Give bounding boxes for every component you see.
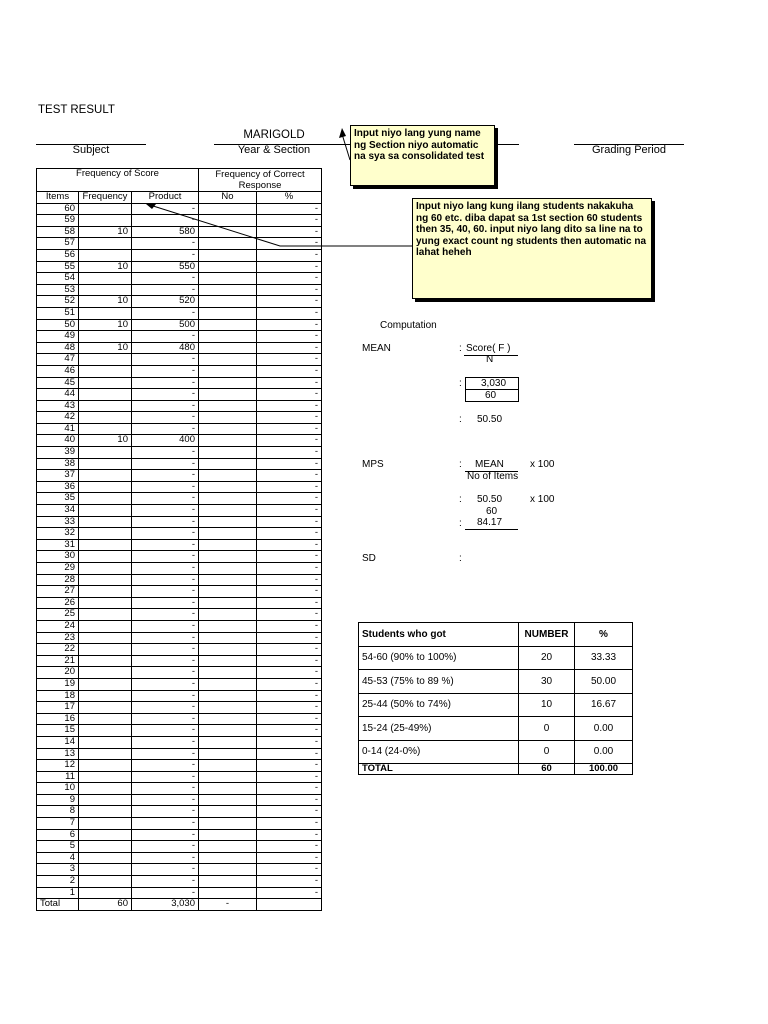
product-cell[interactable]: - [132,215,199,227]
correct-pct-cell[interactable]: - [257,841,322,853]
correct-pct-cell[interactable]: - [257,864,322,876]
frequency-cell[interactable]: 10 [79,435,132,447]
product-cell[interactable]: - [132,829,199,841]
summary-number-header: NUMBER [519,623,575,647]
product-cell[interactable]: - [132,516,199,528]
correct-pct-cell[interactable]: - [257,226,322,238]
sd-colon: : [459,553,462,564]
product-cell[interactable]: - [132,377,199,389]
items-cell[interactable]: 19 [37,678,79,690]
items-cell[interactable]: 32 [37,528,79,540]
correct-pct-cell[interactable]: - [257,400,322,412]
product-cell[interactable]: - [132,725,199,737]
items-cell[interactable]: 59 [37,215,79,227]
correct-pct-cell[interactable]: - [257,760,322,772]
product-cell[interactable]: - [132,574,199,586]
correct-pct-cell[interactable]: - [257,597,322,609]
product-cell[interactable]: - [132,238,199,250]
correct-pct-cell[interactable]: - [257,783,322,795]
product-cell[interactable]: - [132,760,199,772]
section-label: Year & Section [237,144,311,156]
correct-pct-cell[interactable]: - [257,342,322,354]
items-cell[interactable]: 44 [37,389,79,401]
product-cell[interactable]: - [132,249,199,261]
summary-total-pct: 100.00 [575,764,633,775]
correct-pct-cell[interactable]: - [257,319,322,331]
correct-pct-cell[interactable]: - [257,331,322,343]
mps-denominator: No of Items [467,471,519,482]
mps-result-colon: : [459,518,462,529]
product-cell[interactable]: - [132,203,199,215]
total-label[interactable]: Total [37,899,79,911]
mps-value: 50.50 [477,494,503,505]
product-cell[interactable]: - [132,690,199,702]
correct-pct-cell[interactable]: - [257,505,322,517]
frequency-note-text: Input niyo lang kung ilang students nakakuha ng 60 etc. diba dapat sa 1st section 60 students then 35, 40, 60. input niyo lang dito sa line na to yung exact count ng students then automatic na lahat heheh [416,201,647,258]
section-note-text: Input niyo lang yung name ng Section niyo automatic na sya sa consolidated test [354,128,485,162]
subject-label: Subject [72,144,110,156]
frequency-of-correct-header: Frequency of Correct Response [199,169,322,192]
number-cell: 0 [519,740,575,764]
items-cell[interactable]: 23 [37,632,79,644]
product-cell[interactable]: - [132,702,199,714]
number-cell: 20 [519,646,575,670]
pct-cell: 33.33 [575,646,633,670]
items-cell[interactable]: 11 [37,771,79,783]
items-cell[interactable]: 26 [37,597,79,609]
items-cell[interactable]: 37 [37,470,79,482]
section-pointer-line [342,134,350,160]
items-cell[interactable]: 50 [37,319,79,331]
mean-n-value: 60 [485,390,497,401]
col-no-header: No [199,192,257,204]
number-cell: 0 [519,717,575,741]
product-cell[interactable]: - [132,365,199,377]
product-cell[interactable]: - [132,539,199,551]
frequency-pointer-line [150,205,412,246]
col-frequency-header: Frequency [79,192,132,204]
items-cell[interactable]: 45 [37,377,79,389]
correct-pct-cell[interactable]: - [257,655,322,667]
correct-pct-cell[interactable]: - [257,470,322,482]
frequency-cell[interactable]: 10 [79,319,132,331]
product-cell[interactable]: - [132,841,199,853]
items-cell[interactable]: 42 [37,412,79,424]
sd-label: SD [362,553,376,564]
product-cell[interactable]: - [132,400,199,412]
correct-pct-cell[interactable]: - [257,284,322,296]
correct-pct-cell[interactable]: - [257,354,322,366]
product-cell[interactable]: - [132,632,199,644]
mean-numerator: Score( F ) [466,343,511,354]
product-cell[interactable]: - [132,458,199,470]
product-cell[interactable]: - [132,389,199,401]
section-pointer-arrow-icon [339,128,346,138]
items-cell[interactable]: 4 [37,852,79,864]
mps-times: x 100 [530,459,555,470]
product-cell[interactable]: - [132,748,199,760]
frequency-cell[interactable]: 10 [79,342,132,354]
pct-cell: 0.00 [575,740,633,764]
items-cell[interactable]: 55 [37,261,79,273]
product-cell[interactable]: - [132,493,199,505]
total-correct-no[interactable]: - [199,899,257,911]
items-cell[interactable]: 36 [37,481,79,493]
items-cell[interactable]: 40 [37,435,79,447]
correct-pct-cell[interactable]: - [257,678,322,690]
items-cell[interactable]: 54 [37,273,79,285]
mps-colon: : [459,459,462,470]
items-cell[interactable]: 9 [37,794,79,806]
items-cell[interactable]: 7 [37,818,79,830]
correct-pct-cell[interactable]: - [257,574,322,586]
correct-pct-cell[interactable]: - [257,644,322,656]
items-cell[interactable]: 48 [37,342,79,354]
items-cell[interactable]: 25 [37,609,79,621]
mean-sum-colon: : [459,378,462,389]
mean-denominator: N [486,354,494,365]
col-items-header: Items [37,192,79,204]
correct-pct-cell[interactable]: - [257,493,322,505]
product-cell[interactable]: - [132,678,199,690]
product-cell[interactable]: - [132,447,199,459]
computation-heading: Computation [380,320,437,331]
items-cell[interactable]: 13 [37,748,79,760]
range-cell: 15-24 (25-49%) [359,717,519,741]
items-cell[interactable]: 51 [37,307,79,319]
range-cell: 45-53 (75% to 89 %) [359,670,519,694]
product-cell[interactable]: - [132,655,199,667]
items-cell[interactable]: 53 [37,284,79,296]
items-cell[interactable]: 1 [37,887,79,899]
product-cell[interactable]: - [132,273,199,285]
items-cell[interactable]: 22 [37,644,79,656]
summary-row [359,646,633,670]
correct-pct-cell[interactable]: - [257,818,322,830]
items-cell[interactable]: 31 [37,539,79,551]
total-product[interactable]: 3,030 [132,899,199,911]
product-cell[interactable]: - [132,551,199,563]
items-cell[interactable]: 12 [37,760,79,772]
product-cell[interactable]: - [132,563,199,575]
items-cell[interactable]: 18 [37,690,79,702]
items-cell[interactable]: 27 [37,586,79,598]
correct-pct-cell[interactable]: - [257,539,322,551]
frequency-cell[interactable]: 10 [79,296,132,308]
product-cell[interactable]: - [132,876,199,888]
number-cell: 30 [519,670,575,694]
correct-pct-cell[interactable]: - [257,620,322,632]
correct-pct-cell[interactable]: - [257,667,322,679]
items-cell[interactable]: 17 [37,702,79,714]
correct-pct-cell[interactable]: - [257,447,322,459]
correct-pct-cell[interactable]: - [257,238,322,250]
items-cell[interactable]: 38 [37,458,79,470]
frequency-cell[interactable]: 10 [79,261,132,273]
product-cell[interactable]: 500 [132,319,199,331]
product-cell[interactable]: - [132,354,199,366]
range-cell: 54-60 (90% to 100%) [359,646,519,670]
product-cell[interactable]: - [132,794,199,806]
correct-pct-cell[interactable]: - [257,377,322,389]
product-cell[interactable]: - [132,284,199,296]
product-cell[interactable]: - [132,783,199,795]
product-cell[interactable]: - [132,818,199,830]
correct-pct-cell[interactable]: - [257,794,322,806]
correct-pct-cell[interactable]: - [257,261,322,273]
mps-result-underline [465,529,518,530]
summary-row [359,740,633,764]
items-cell[interactable]: 49 [37,331,79,343]
correct-pct-cell[interactable]: - [257,748,322,760]
number-cell: 10 [519,693,575,717]
product-cell[interactable]: 580 [132,226,199,238]
summary-total-label: TOTAL [359,764,519,775]
correct-pct-cell[interactable]: - [257,806,322,818]
product-cell[interactable]: - [132,423,199,435]
product-cell[interactable]: - [132,528,199,540]
items-cell[interactable]: 29 [37,563,79,575]
correct-pct-cell[interactable]: - [257,632,322,644]
product-cell[interactable]: 480 [132,342,199,354]
frequency-of-score-header: Frequency of Score [37,169,199,181]
col-product-header: Product [132,192,199,204]
correct-pct-cell[interactable]: - [257,412,322,424]
pct-cell: 0.00 [575,717,633,741]
correct-pct-cell[interactable]: - [257,296,322,308]
items-cell[interactable]: 43 [37,400,79,412]
correct-pct-cell[interactable]: - [257,702,322,714]
correct-pct-cell[interactable]: - [257,852,322,864]
items-cell[interactable]: 16 [37,713,79,725]
items-cell[interactable]: 33 [37,516,79,528]
mps-value-times: x 100 [530,494,555,505]
correct-pct-cell[interactable]: - [257,215,322,227]
items-cell[interactable]: 14 [37,736,79,748]
product-cell[interactable]: - [132,667,199,679]
product-cell[interactable]: 550 [132,261,199,273]
product-cell[interactable]: - [132,736,199,748]
items-cell[interactable]: 34 [37,505,79,517]
correct-pct-cell[interactable]: - [257,736,322,748]
correct-pct-cell[interactable]: - [257,528,322,540]
correct-pct-cell[interactable]: - [257,551,322,563]
correct-pct-cell[interactable]: - [257,423,322,435]
mean-sum-value: 3,030 [481,378,507,389]
product-cell[interactable]: - [132,331,199,343]
summary-pct-header: % [575,623,633,647]
pct-cell: 50.00 [575,670,633,694]
mps-label: MPS [362,459,384,470]
items-cell[interactable]: 8 [37,806,79,818]
range-cell: 25-44 (50% to 74%) [359,693,519,717]
correct-pct-cell[interactable]: - [257,586,322,598]
items-cell[interactable]: 5 [37,841,79,853]
summary-students-header: Students who got [359,623,519,647]
product-cell[interactable]: - [132,412,199,424]
summary-total-row [359,764,633,775]
product-cell[interactable]: - [132,806,199,818]
product-cell[interactable]: 400 [132,435,199,447]
correct-pct-cell[interactable]: - [257,563,322,575]
product-cell[interactable]: - [132,713,199,725]
summary-table [358,622,633,775]
items-cell[interactable]: 35 [37,493,79,505]
items-cell[interactable]: 57 [37,238,79,250]
total-frequency[interactable]: 60 [79,899,132,911]
mps-result-value: 84.17 [477,517,503,528]
correct-pct-cell[interactable]: - [257,249,322,261]
items-cell[interactable]: 3 [37,864,79,876]
range-cell: 0-14 (24-0%) [359,740,519,764]
summary-row [359,670,633,694]
correct-pct-cell[interactable]: - [257,609,322,621]
correct-pct-cell[interactable]: - [257,365,322,377]
summary-row [359,717,633,741]
correct-pct-cell[interactable]: - [257,876,322,888]
correct-pct-cell[interactable]: - [257,273,322,285]
product-cell[interactable]: - [132,470,199,482]
product-cell[interactable]: - [132,852,199,864]
correct-pct-cell[interactable]: - [257,713,322,725]
product-cell[interactable]: - [132,620,199,632]
product-cell[interactable]: - [132,864,199,876]
items-cell[interactable]: 28 [37,574,79,586]
mean-result-colon: : [459,414,462,425]
pct-cell: 16.67 [575,693,633,717]
col-pct-header: % [257,192,322,204]
summary-row [359,693,633,717]
product-cell[interactable]: - [132,505,199,517]
product-cell[interactable]: - [132,481,199,493]
mps-value-colon: : [459,494,462,505]
items-cell[interactable]: 56 [37,249,79,261]
product-cell[interactable]: 520 [132,296,199,308]
frequency-cell[interactable]: 10 [79,226,132,238]
page-title: TEST RESULT [38,104,115,116]
items-cell[interactable]: 46 [37,365,79,377]
correct-pct-cell[interactable]: - [257,829,322,841]
product-cell[interactable]: - [132,887,199,899]
items-cell[interactable]: 6 [37,829,79,841]
items-cell[interactable]: 24 [37,620,79,632]
correct-pct-cell[interactable]: - [257,690,322,702]
product-cell[interactable]: - [132,307,199,319]
items-cell[interactable]: 30 [37,551,79,563]
section-value[interactable]: MARIGOLD [243,129,305,141]
correct-pct-cell[interactable]: - [257,887,322,899]
correct-pct-cell[interactable]: - [257,458,322,470]
product-cell[interactable]: - [132,644,199,656]
items-cell[interactable]: 21 [37,655,79,667]
items-cell[interactable]: 52 [37,296,79,308]
correct-pct-cell[interactable]: - [257,389,322,401]
mps-items-value: 60 [486,506,498,517]
correct-pct-cell[interactable]: - [257,771,322,783]
correct-pct-cell[interactable]: - [257,725,322,737]
items-cell[interactable]: 10 [37,783,79,795]
product-cell[interactable]: - [132,597,199,609]
correct-pct-cell[interactable]: - [257,203,322,215]
mean-colon: : [459,343,462,354]
items-cell[interactable]: 41 [37,423,79,435]
items-cell[interactable]: 39 [37,447,79,459]
items-cell[interactable]: 47 [37,354,79,366]
items-cell[interactable]: 2 [37,876,79,888]
mean-result-value: 50.50 [477,414,503,425]
product-cell[interactable]: - [132,771,199,783]
correct-pct-cell[interactable]: - [257,307,322,319]
grading-period-label: Grading Period [592,144,666,156]
summary-total-number: 60 [519,764,575,775]
items-cell[interactable]: 15 [37,725,79,737]
correct-pct-cell[interactable]: - [257,435,322,447]
mps-numerator: MEAN [475,459,504,470]
correct-pct-cell[interactable]: - [257,516,322,528]
correct-pct-cell[interactable]: - [257,481,322,493]
items-cell[interactable]: 60 [37,203,79,215]
items-cell[interactable]: 58 [37,226,79,238]
product-cell[interactable]: - [132,586,199,598]
items-cell[interactable]: 20 [37,667,79,679]
product-cell[interactable]: - [132,609,199,621]
mean-label: MEAN [362,343,391,354]
